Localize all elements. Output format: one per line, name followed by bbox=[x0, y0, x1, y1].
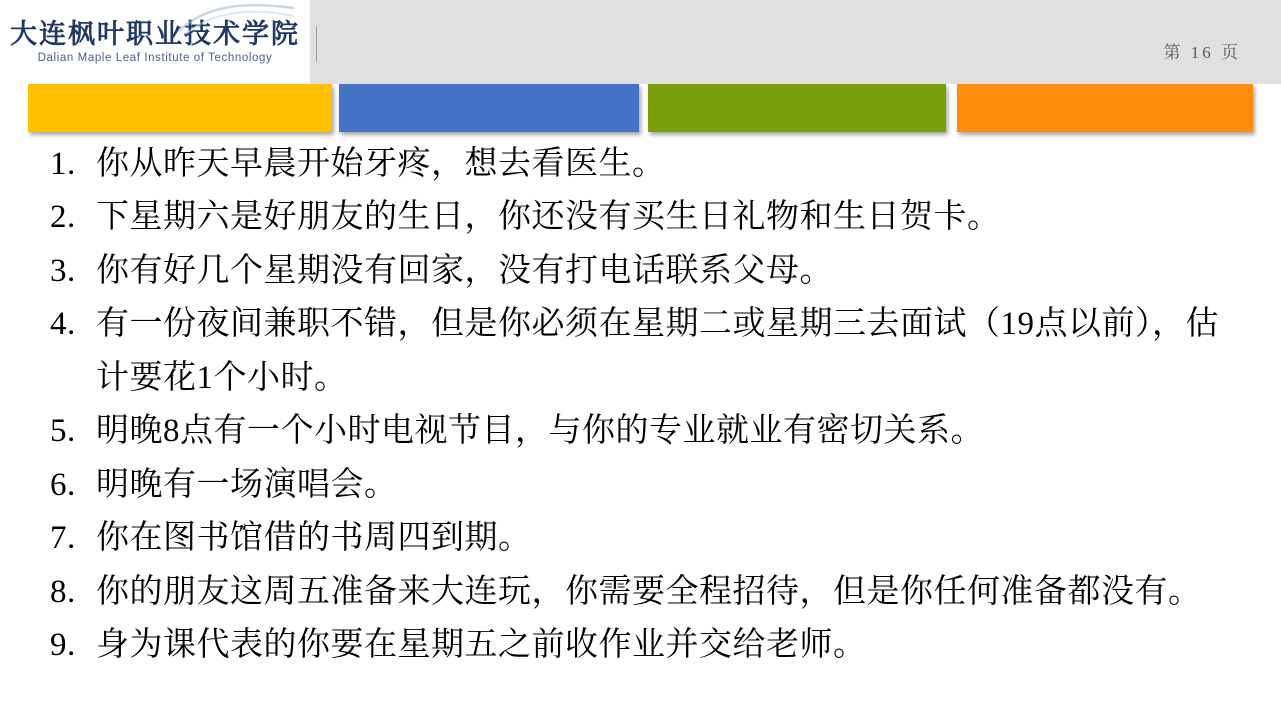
slide-header bbox=[0, 0, 1281, 84]
list-item-number: 2. bbox=[50, 199, 76, 236]
list-item bbox=[50, 459, 1247, 512]
list-item bbox=[50, 138, 1247, 191]
logo-swoosh-icon bbox=[176, 2, 296, 36]
list-item bbox=[50, 191, 1247, 244]
logo-chinese-name: 大连枫叶职业技术学院 bbox=[10, 18, 300, 49]
list-item-text: 你从昨天早晨开始牙疼，想去看医生。 bbox=[96, 146, 666, 182]
list-item bbox=[50, 512, 1247, 565]
list-item bbox=[50, 245, 1247, 298]
list-item-text: 下星期六是好朋友的生日，你还没有买生日礼物和生日贺卡。 bbox=[96, 199, 1001, 236]
list-item-number: 9. bbox=[50, 627, 76, 664]
list-item-number: 5. bbox=[50, 413, 76, 450]
color-block-blue bbox=[339, 84, 639, 132]
color-block-green bbox=[648, 84, 946, 132]
list-item bbox=[50, 566, 1247, 619]
header-divider bbox=[316, 26, 317, 62]
list-item-text: 身为课代表的你要在星期五之前收作业并交给老师。 bbox=[96, 627, 867, 664]
list-item-number: 3. bbox=[50, 252, 76, 289]
list-item-text: 明晚8点有一个小时电视节目，与你的专业就业有密切关系。 bbox=[96, 413, 984, 450]
list-item-text: 有一份夜间兼职不错，但是你必须在星期二或星期三去面试（19点以前），估计要花1个小时。 bbox=[96, 306, 1219, 396]
list-item-number: 4. bbox=[50, 306, 76, 343]
color-block-orange bbox=[957, 84, 1253, 132]
list-item-number: 1. bbox=[50, 146, 76, 182]
list-item-number: 6. bbox=[50, 466, 76, 503]
color-block-yellow bbox=[28, 84, 332, 132]
list-item-text: 你在图书馆借的书周四到期。 bbox=[96, 520, 532, 557]
list-item-text: 你的朋友这周五准备来大连玩，你需要全程招待，但是你任何准备都没有。 bbox=[96, 573, 1202, 610]
list-item-number: 7. bbox=[50, 520, 76, 557]
color-bar-strip bbox=[0, 84, 1281, 136]
slide-body bbox=[0, 138, 1281, 720]
list-item bbox=[50, 405, 1247, 458]
list-item-text: 你有好几个星期没有回家，没有打电话联系父母。 bbox=[96, 252, 833, 289]
list-item bbox=[50, 619, 1247, 672]
task-list bbox=[50, 138, 1247, 673]
list-item-number: 8. bbox=[50, 573, 76, 610]
institution-logo bbox=[0, 0, 310, 84]
logo-english-name: Dalian Maple Leaf Institute of Technology bbox=[37, 52, 273, 65]
list-item bbox=[50, 298, 1247, 405]
list-item-text: 明晚有一场演唱会。 bbox=[96, 466, 398, 503]
page-number-label: 第 16 页 bbox=[1163, 43, 1241, 62]
